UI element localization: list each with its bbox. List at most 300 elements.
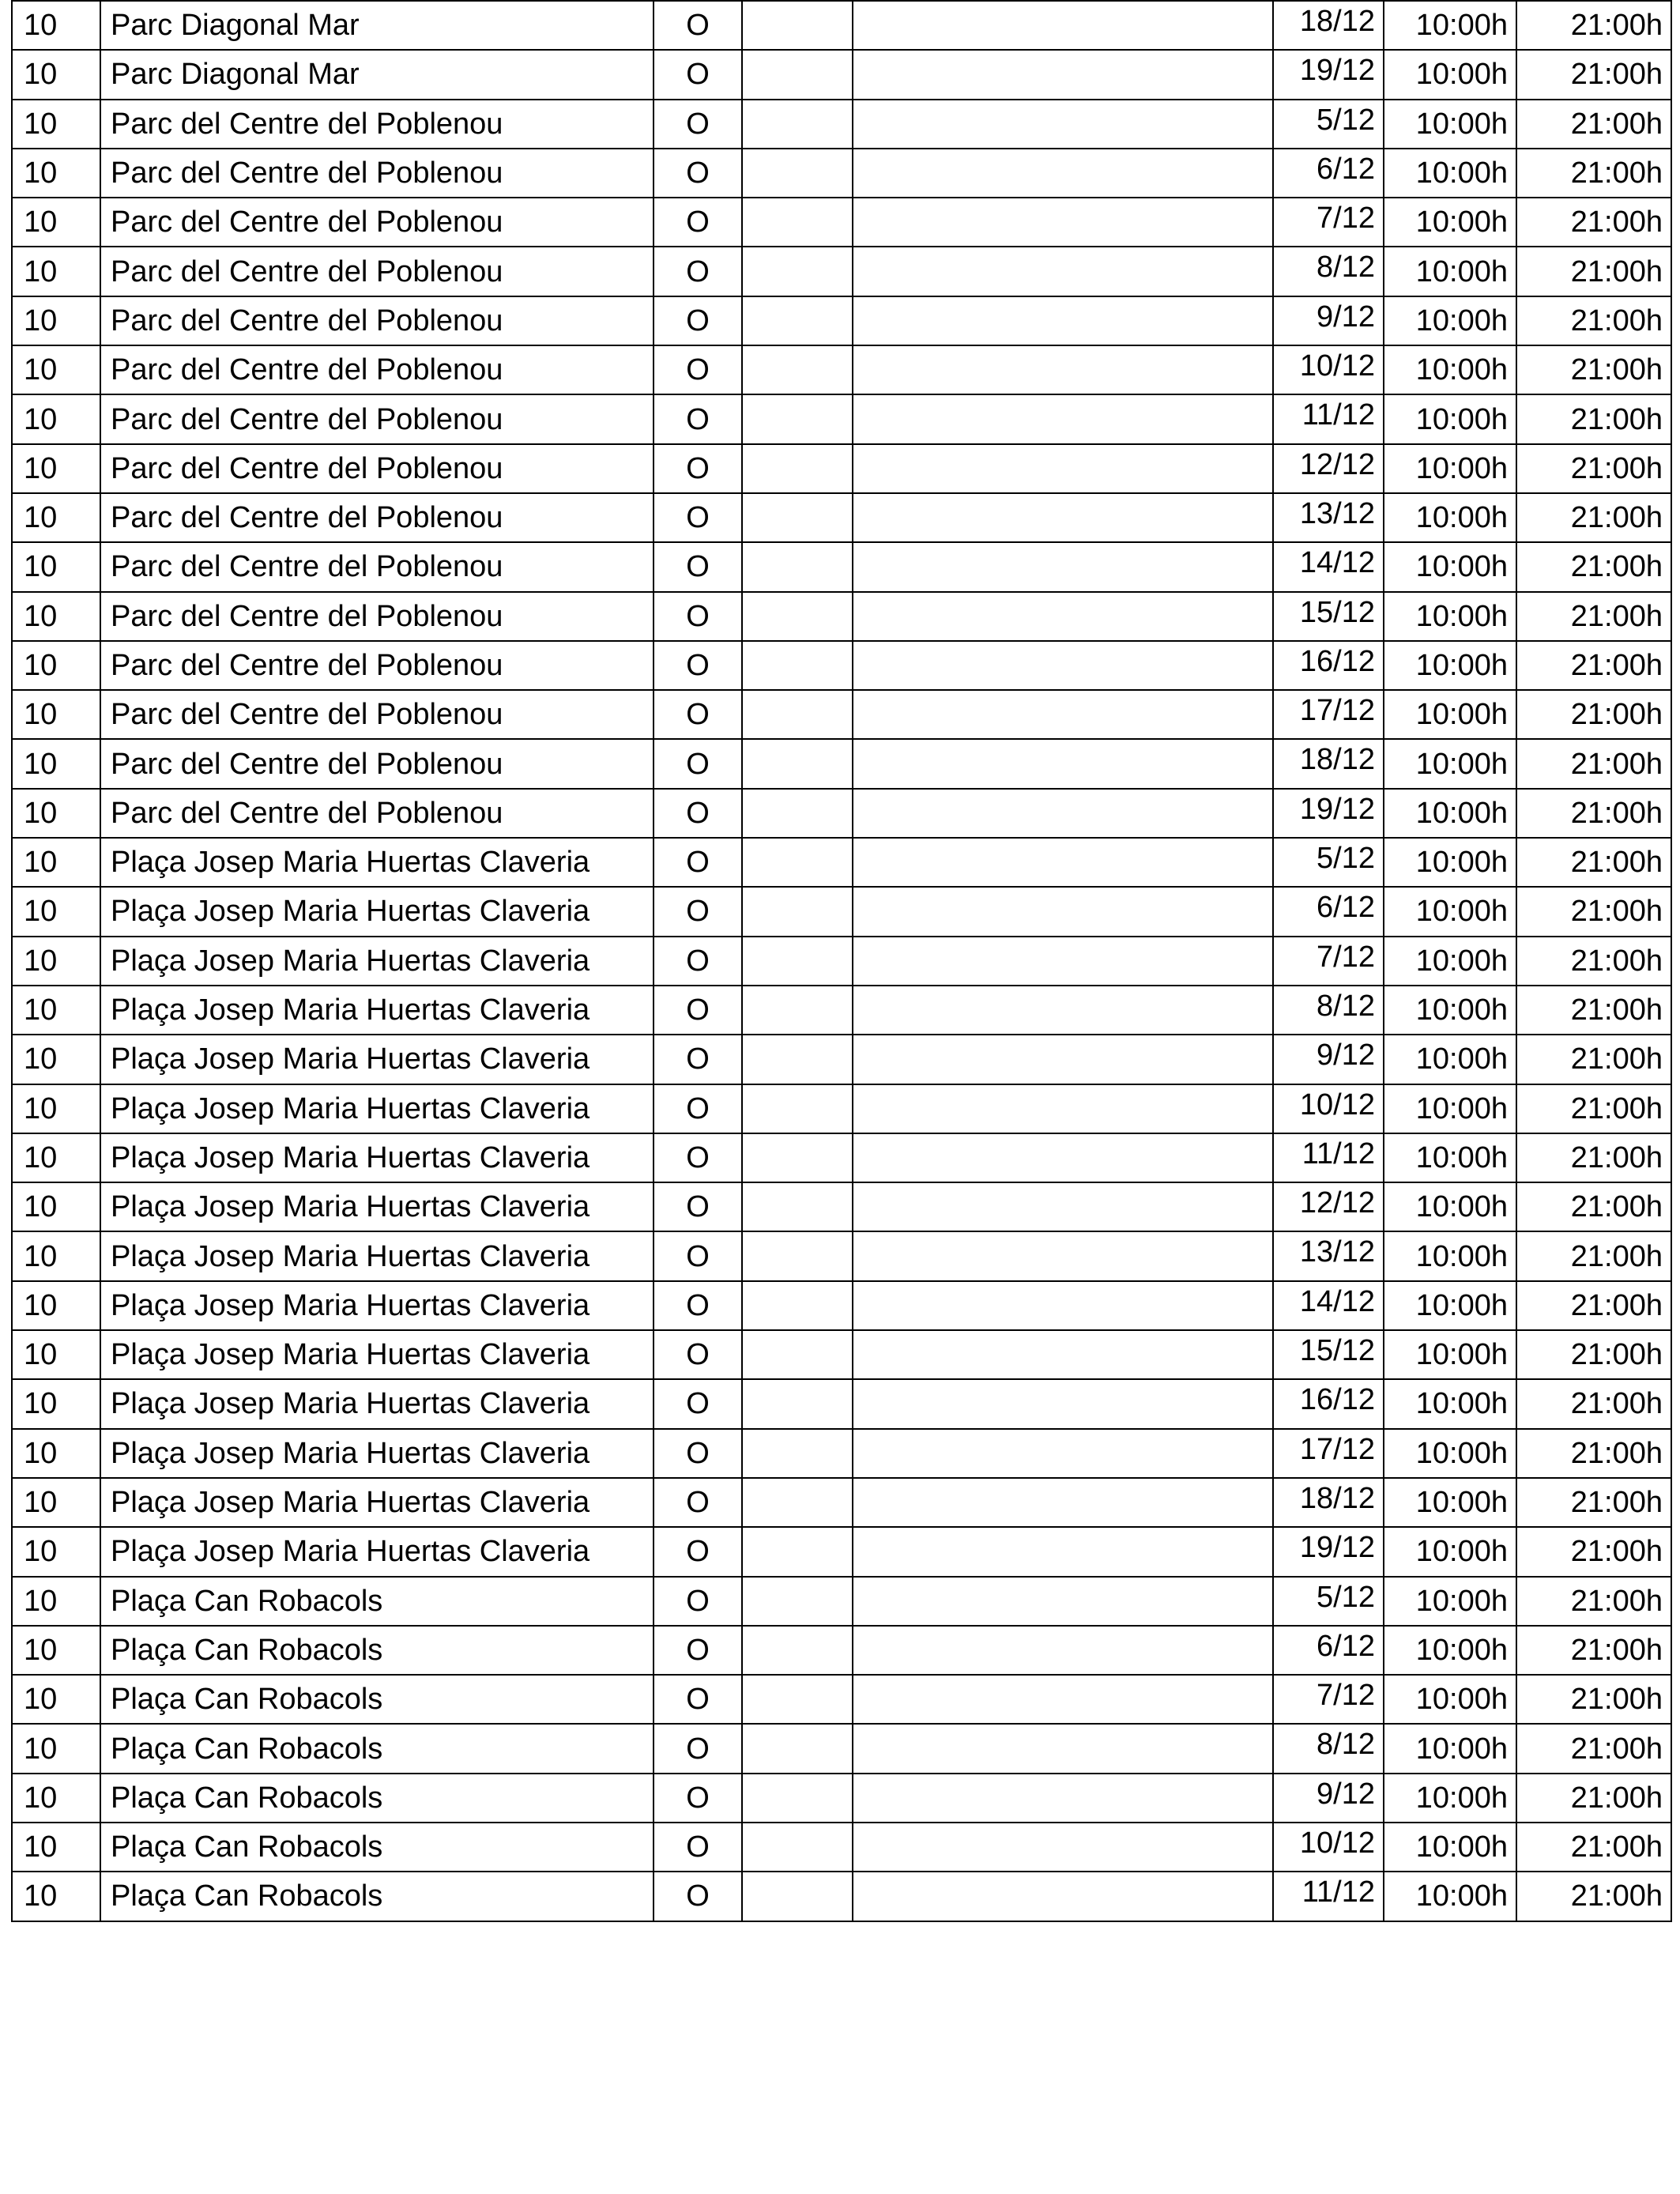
district-cell: 10 — [12, 345, 100, 394]
empty-cell — [742, 1626, 853, 1675]
mark-cell: O — [654, 1577, 742, 1626]
open-time-cell: 10:00h — [1384, 50, 1516, 99]
district-cell: 10 — [12, 838, 100, 887]
empty-cell — [853, 1330, 1273, 1379]
empty-cell — [742, 149, 853, 198]
place-cell: Plaça Josep Maria Huertas Claveria — [100, 1478, 654, 1527]
district-cell: 10 — [12, 1577, 100, 1626]
empty-cell — [853, 1774, 1273, 1823]
close-time-cell: 21:00h — [1516, 887, 1671, 936]
open-time-cell: 10:00h — [1384, 690, 1516, 739]
place-cell: Plaça Josep Maria Huertas Claveria — [100, 1281, 654, 1330]
place-cell: Plaça Can Robacols — [100, 1823, 654, 1872]
mark-cell: O — [654, 444, 742, 493]
date-cell: 10/12 — [1273, 1823, 1384, 1872]
date-cell: 13/12 — [1273, 493, 1384, 542]
close-time-cell: 21:00h — [1516, 690, 1671, 739]
date-cell: 10/12 — [1273, 1084, 1384, 1133]
close-time-cell: 21:00h — [1516, 1626, 1671, 1675]
open-time-cell: 10:00h — [1384, 1281, 1516, 1330]
date-cell: 6/12 — [1273, 149, 1384, 198]
date-cell: 15/12 — [1273, 1330, 1384, 1379]
district-cell: 10 — [12, 1035, 100, 1084]
table-row — [12, 198, 1671, 247]
empty-cell — [742, 1478, 853, 1527]
close-time-cell: 21:00h — [1516, 394, 1671, 443]
place-cell: Parc del Centre del Poblenou — [100, 345, 654, 394]
open-time-cell: 10:00h — [1384, 1379, 1516, 1428]
empty-cell — [742, 345, 853, 394]
date-cell: 17/12 — [1273, 690, 1384, 739]
district-cell: 10 — [12, 493, 100, 542]
date-cell: 12/12 — [1273, 444, 1384, 493]
place-cell: Plaça Josep Maria Huertas Claveria — [100, 986, 654, 1035]
table-row — [12, 1330, 1671, 1379]
empty-cell — [742, 296, 853, 345]
mark-cell: O — [654, 1429, 742, 1478]
place-cell: Parc del Centre del Poblenou — [100, 149, 654, 198]
close-time-cell: 21:00h — [1516, 1872, 1671, 1921]
place-cell: Parc Diagonal Mar — [100, 50, 654, 99]
district-cell: 10 — [12, 542, 100, 591]
table-row — [12, 1379, 1671, 1428]
table-row — [12, 1231, 1671, 1280]
mark-cell: O — [654, 149, 742, 198]
close-time-cell: 21:00h — [1516, 937, 1671, 986]
mark-cell: O — [654, 1527, 742, 1576]
close-time-cell: 21:00h — [1516, 1724, 1671, 1773]
empty-cell — [853, 1724, 1273, 1773]
empty-cell — [853, 345, 1273, 394]
place-cell: Parc del Centre del Poblenou — [100, 394, 654, 443]
close-time-cell: 21:00h — [1516, 345, 1671, 394]
mark-cell: O — [654, 247, 742, 296]
place-cell: Parc del Centre del Poblenou — [100, 641, 654, 690]
district-cell: 10 — [12, 100, 100, 149]
table-row — [12, 1724, 1671, 1773]
open-time-cell: 10:00h — [1384, 1872, 1516, 1921]
table-row — [12, 838, 1671, 887]
mark-cell: O — [654, 986, 742, 1035]
mark-cell: O — [654, 394, 742, 443]
open-time-cell: 10:00h — [1384, 1330, 1516, 1379]
mark-cell: O — [654, 838, 742, 887]
empty-cell — [853, 789, 1273, 838]
place-cell: Plaça Can Robacols — [100, 1626, 654, 1675]
empty-cell — [853, 592, 1273, 641]
mark-cell: O — [654, 345, 742, 394]
empty-cell — [853, 1577, 1273, 1626]
mark-cell: O — [654, 1478, 742, 1527]
date-cell: 17/12 — [1273, 1429, 1384, 1478]
district-cell: 10 — [12, 1379, 100, 1428]
district-cell: 10 — [12, 1823, 100, 1872]
open-time-cell: 10:00h — [1384, 198, 1516, 247]
close-time-cell: 21:00h — [1516, 1, 1671, 50]
empty-cell — [742, 542, 853, 591]
district-cell: 10 — [12, 641, 100, 690]
date-cell: 11/12 — [1273, 1872, 1384, 1921]
empty-cell — [742, 1823, 853, 1872]
table-row — [12, 247, 1671, 296]
date-cell: 8/12 — [1273, 1724, 1384, 1773]
date-cell: 6/12 — [1273, 887, 1384, 936]
date-cell: 5/12 — [1273, 100, 1384, 149]
table-row — [12, 100, 1671, 149]
mark-cell: O — [654, 690, 742, 739]
date-cell: 14/12 — [1273, 542, 1384, 591]
district-cell: 10 — [12, 1872, 100, 1921]
open-time-cell: 10:00h — [1384, 1527, 1516, 1576]
open-time-cell: 10:00h — [1384, 100, 1516, 149]
mark-cell: O — [654, 1626, 742, 1675]
district-cell: 10 — [12, 789, 100, 838]
district-cell: 10 — [12, 1231, 100, 1280]
table-row — [12, 986, 1671, 1035]
empty-cell — [853, 1084, 1273, 1133]
district-cell: 10 — [12, 50, 100, 99]
close-time-cell: 21:00h — [1516, 1182, 1671, 1231]
open-time-cell: 10:00h — [1384, 1429, 1516, 1478]
district-cell: 10 — [12, 1527, 100, 1576]
place-cell: Parc del Centre del Poblenou — [100, 739, 654, 788]
table-row — [12, 739, 1671, 788]
table-row — [12, 1823, 1671, 1872]
date-cell: 19/12 — [1273, 1527, 1384, 1576]
empty-cell — [853, 887, 1273, 936]
district-cell: 10 — [12, 1724, 100, 1773]
table-row — [12, 937, 1671, 986]
empty-cell — [853, 1035, 1273, 1084]
empty-cell — [853, 1429, 1273, 1478]
mark-cell: O — [654, 198, 742, 247]
place-cell: Plaça Josep Maria Huertas Claveria — [100, 1133, 654, 1182]
date-cell: 5/12 — [1273, 1577, 1384, 1626]
close-time-cell: 21:00h — [1516, 1429, 1671, 1478]
empty-cell — [853, 296, 1273, 345]
date-cell: 6/12 — [1273, 1626, 1384, 1675]
empty-cell — [742, 1675, 853, 1724]
table-row — [12, 493, 1671, 542]
open-time-cell: 10:00h — [1384, 739, 1516, 788]
close-time-cell: 21:00h — [1516, 149, 1671, 198]
mark-cell: O — [654, 1231, 742, 1280]
close-time-cell: 21:00h — [1516, 641, 1671, 690]
district-cell: 10 — [12, 1626, 100, 1675]
empty-cell — [853, 247, 1273, 296]
table-row — [12, 1084, 1671, 1133]
date-cell: 7/12 — [1273, 937, 1384, 986]
table-row — [12, 1577, 1671, 1626]
close-time-cell: 21:00h — [1516, 198, 1671, 247]
empty-cell — [742, 1577, 853, 1626]
empty-cell — [742, 394, 853, 443]
empty-cell — [853, 50, 1273, 99]
empty-cell — [742, 1379, 853, 1428]
district-cell: 10 — [12, 1774, 100, 1823]
empty-cell — [853, 542, 1273, 591]
district-cell: 10 — [12, 592, 100, 641]
mark-cell: O — [654, 789, 742, 838]
empty-cell — [742, 1724, 853, 1773]
empty-cell — [853, 690, 1273, 739]
empty-cell — [853, 1675, 1273, 1724]
open-time-cell: 10:00h — [1384, 1182, 1516, 1231]
place-cell: Parc del Centre del Poblenou — [100, 493, 654, 542]
close-time-cell: 21:00h — [1516, 1281, 1671, 1330]
open-time-cell: 10:00h — [1384, 1724, 1516, 1773]
district-cell: 10 — [12, 394, 100, 443]
open-time-cell: 10:00h — [1384, 1, 1516, 50]
district-cell: 10 — [12, 296, 100, 345]
empty-cell — [853, 1281, 1273, 1330]
open-time-cell: 10:00h — [1384, 296, 1516, 345]
mark-cell: O — [654, 887, 742, 936]
district-cell: 10 — [12, 739, 100, 788]
place-cell: Plaça Josep Maria Huertas Claveria — [100, 838, 654, 887]
empty-cell — [853, 1872, 1273, 1921]
open-time-cell: 10:00h — [1384, 1478, 1516, 1527]
place-cell: Parc del Centre del Poblenou — [100, 789, 654, 838]
table-row — [12, 394, 1671, 443]
district-cell: 10 — [12, 690, 100, 739]
empty-cell — [853, 1379, 1273, 1428]
mark-cell: O — [654, 1133, 742, 1182]
district-cell: 10 — [12, 1133, 100, 1182]
table-row — [12, 50, 1671, 99]
close-time-cell: 21:00h — [1516, 444, 1671, 493]
empty-cell — [742, 493, 853, 542]
date-cell: 8/12 — [1273, 247, 1384, 296]
open-time-cell: 10:00h — [1384, 1577, 1516, 1626]
empty-cell — [742, 986, 853, 1035]
place-cell: Parc del Centre del Poblenou — [100, 444, 654, 493]
table-row — [12, 444, 1671, 493]
empty-cell — [853, 444, 1273, 493]
close-time-cell: 21:00h — [1516, 1675, 1671, 1724]
place-cell: Plaça Josep Maria Huertas Claveria — [100, 1429, 654, 1478]
date-cell: 14/12 — [1273, 1281, 1384, 1330]
date-cell: 18/12 — [1273, 1, 1384, 50]
empty-cell — [742, 100, 853, 149]
mark-cell: O — [654, 641, 742, 690]
place-cell: Parc del Centre del Poblenou — [100, 100, 654, 149]
district-cell: 10 — [12, 1675, 100, 1724]
table-body — [12, 1, 1671, 1921]
empty-cell — [853, 1231, 1273, 1280]
table-row — [12, 542, 1671, 591]
mark-cell: O — [654, 1084, 742, 1133]
empty-cell — [853, 1133, 1273, 1182]
date-cell: 11/12 — [1273, 1133, 1384, 1182]
district-cell: 10 — [12, 149, 100, 198]
place-cell: Plaça Josep Maria Huertas Claveria — [100, 1182, 654, 1231]
date-cell: 10/12 — [1273, 345, 1384, 394]
table-row — [12, 641, 1671, 690]
empty-cell — [853, 149, 1273, 198]
empty-cell — [853, 394, 1273, 443]
open-time-cell: 10:00h — [1384, 1626, 1516, 1675]
date-cell: 12/12 — [1273, 1182, 1384, 1231]
mark-cell: O — [654, 592, 742, 641]
place-cell: Parc del Centre del Poblenou — [100, 690, 654, 739]
mark-cell: O — [654, 1330, 742, 1379]
date-cell: 16/12 — [1273, 641, 1384, 690]
place-cell: Parc del Centre del Poblenou — [100, 247, 654, 296]
table-row — [12, 1675, 1671, 1724]
open-time-cell: 10:00h — [1384, 493, 1516, 542]
table-row — [12, 1527, 1671, 1576]
empty-cell — [853, 937, 1273, 986]
place-cell: Parc del Centre del Poblenou — [100, 296, 654, 345]
empty-cell — [742, 1231, 853, 1280]
table-row — [12, 789, 1671, 838]
close-time-cell: 21:00h — [1516, 247, 1671, 296]
mark-cell: O — [654, 1823, 742, 1872]
date-cell: 19/12 — [1273, 789, 1384, 838]
table-row — [12, 1872, 1671, 1921]
place-cell: Parc del Centre del Poblenou — [100, 542, 654, 591]
empty-cell — [853, 1823, 1273, 1872]
empty-cell — [742, 198, 853, 247]
empty-cell — [853, 1478, 1273, 1527]
table-row — [12, 1774, 1671, 1823]
date-cell: 7/12 — [1273, 198, 1384, 247]
place-cell: Plaça Josep Maria Huertas Claveria — [100, 1330, 654, 1379]
open-time-cell: 10:00h — [1384, 542, 1516, 591]
mark-cell: O — [654, 1035, 742, 1084]
mark-cell: O — [654, 1379, 742, 1428]
empty-cell — [742, 1429, 853, 1478]
table-row — [12, 592, 1671, 641]
empty-cell — [742, 739, 853, 788]
date-cell: 15/12 — [1273, 592, 1384, 641]
empty-cell — [742, 247, 853, 296]
place-cell: Plaça Josep Maria Huertas Claveria — [100, 1231, 654, 1280]
empty-cell — [853, 641, 1273, 690]
empty-cell — [742, 1182, 853, 1231]
table-row — [12, 1182, 1671, 1231]
close-time-cell: 21:00h — [1516, 1084, 1671, 1133]
open-time-cell: 10:00h — [1384, 641, 1516, 690]
mark-cell: O — [654, 50, 742, 99]
date-cell: 9/12 — [1273, 296, 1384, 345]
mark-cell: O — [654, 1, 742, 50]
empty-cell — [853, 739, 1273, 788]
close-time-cell: 21:00h — [1516, 1577, 1671, 1626]
open-time-cell: 10:00h — [1384, 986, 1516, 1035]
district-cell: 10 — [12, 986, 100, 1035]
empty-cell — [853, 198, 1273, 247]
district-cell: 10 — [12, 1330, 100, 1379]
close-time-cell: 21:00h — [1516, 1133, 1671, 1182]
empty-cell — [742, 1774, 853, 1823]
mark-cell: O — [654, 1182, 742, 1231]
schedule-table — [11, 0, 1672, 1922]
mark-cell: O — [654, 937, 742, 986]
empty-cell — [742, 1527, 853, 1576]
open-time-cell: 10:00h — [1384, 592, 1516, 641]
empty-cell — [742, 937, 853, 986]
close-time-cell: 21:00h — [1516, 1379, 1671, 1428]
open-time-cell: 10:00h — [1384, 1133, 1516, 1182]
district-cell: 10 — [12, 887, 100, 936]
place-cell: Plaça Can Robacols — [100, 1724, 654, 1773]
open-time-cell: 10:00h — [1384, 444, 1516, 493]
district-cell: 10 — [12, 1281, 100, 1330]
mark-cell: O — [654, 1774, 742, 1823]
date-cell: 9/12 — [1273, 1774, 1384, 1823]
open-time-cell: 10:00h — [1384, 149, 1516, 198]
place-cell: Parc Diagonal Mar — [100, 1, 654, 50]
empty-cell — [742, 1084, 853, 1133]
empty-cell — [742, 690, 853, 739]
empty-cell — [853, 838, 1273, 887]
empty-cell — [742, 1133, 853, 1182]
close-time-cell: 21:00h — [1516, 789, 1671, 838]
empty-cell — [742, 1872, 853, 1921]
place-cell: Plaça Can Robacols — [100, 1675, 654, 1724]
empty-cell — [742, 444, 853, 493]
district-cell: 10 — [12, 1478, 100, 1527]
table-row — [12, 1478, 1671, 1527]
mark-cell: O — [654, 1281, 742, 1330]
place-cell: Parc del Centre del Poblenou — [100, 198, 654, 247]
close-time-cell: 21:00h — [1516, 1478, 1671, 1527]
table-row — [12, 1626, 1671, 1675]
open-time-cell: 10:00h — [1384, 789, 1516, 838]
empty-cell — [742, 1035, 853, 1084]
district-cell: 10 — [12, 1, 100, 50]
empty-cell — [853, 493, 1273, 542]
close-time-cell: 21:00h — [1516, 542, 1671, 591]
close-time-cell: 21:00h — [1516, 1823, 1671, 1872]
empty-cell — [742, 887, 853, 936]
place-cell: Plaça Can Robacols — [100, 1577, 654, 1626]
close-time-cell: 21:00h — [1516, 1035, 1671, 1084]
open-time-cell: 10:00h — [1384, 887, 1516, 936]
date-cell: 16/12 — [1273, 1379, 1384, 1428]
empty-cell — [853, 986, 1273, 1035]
close-time-cell: 21:00h — [1516, 100, 1671, 149]
open-time-cell: 10:00h — [1384, 1231, 1516, 1280]
date-cell: 18/12 — [1273, 1478, 1384, 1527]
close-time-cell: 21:00h — [1516, 1330, 1671, 1379]
date-cell: 13/12 — [1273, 1231, 1384, 1280]
date-cell: 9/12 — [1273, 1035, 1384, 1084]
open-time-cell: 10:00h — [1384, 345, 1516, 394]
open-time-cell: 10:00h — [1384, 1084, 1516, 1133]
empty-cell — [742, 838, 853, 887]
table-row — [12, 1429, 1671, 1478]
mark-cell: O — [654, 1872, 742, 1921]
place-cell: Plaça Can Robacols — [100, 1872, 654, 1921]
empty-cell — [742, 592, 853, 641]
place-cell: Plaça Josep Maria Huertas Claveria — [100, 1035, 654, 1084]
place-cell: Plaça Can Robacols — [100, 1774, 654, 1823]
place-cell: Plaça Josep Maria Huertas Claveria — [100, 1527, 654, 1576]
mark-cell: O — [654, 542, 742, 591]
table-row — [12, 1, 1671, 50]
date-cell: 5/12 — [1273, 838, 1384, 887]
mark-cell: O — [654, 296, 742, 345]
empty-cell — [853, 100, 1273, 149]
empty-cell — [742, 50, 853, 99]
empty-cell — [742, 1, 853, 50]
empty-cell — [742, 1330, 853, 1379]
table-row — [12, 690, 1671, 739]
empty-cell — [853, 1626, 1273, 1675]
